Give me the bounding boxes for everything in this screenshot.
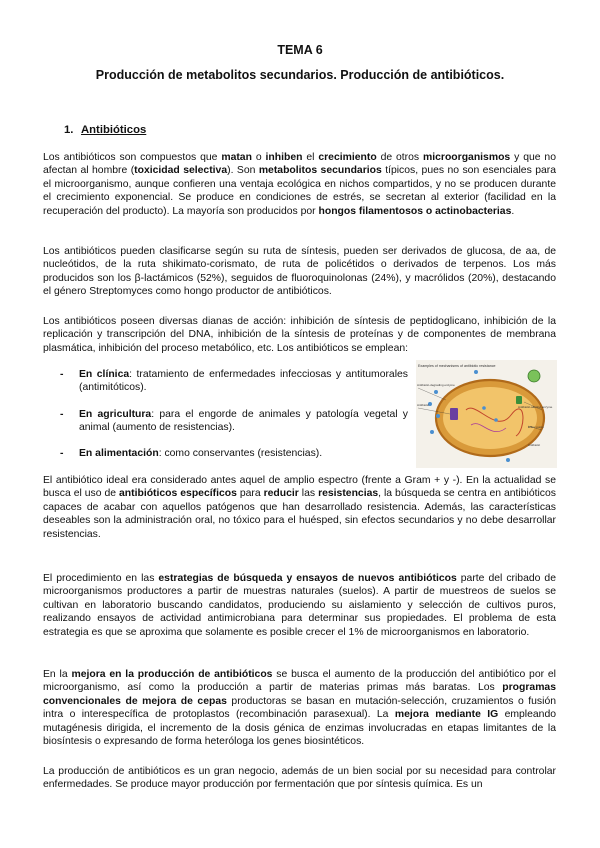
paragraph-ideal-antibiotic: El antibiótico ideal era considerado antes aquel de amplio espectro (frente a Gram + y -). En la actualidad se busca el uso de antibióticos específicos para reducir las resistencias, la búsqueda se centra en antibióticos capaces de acabar con aquellos patógenos que han desarrollado resistencia. Además, las características deseables son la administración oral, no tóxico para el huésped, sin efectos secundarios y no debe desarrollar resistencias. <box>43 475 556 540</box>
figure-caption: Examples of mechanisms of antibiotic resistance <box>418 364 496 368</box>
list-item: - En alimentación: como conservantes (resistencias). <box>60 447 408 460</box>
list-item: - En agricultura: para el engorde de animales y patología vegetal y animal (aumento de resistencias). <box>60 408 408 435</box>
page-title: TEMA 6 <box>277 43 323 57</box>
figure-label: Antibiotic <box>417 403 430 407</box>
figure-label: Antibiotic <box>528 443 541 447</box>
paragraph-classification: Los antibióticos pueden clasificarse según su ruta de síntesis, pueden ser derivados de glucosa, de aa, de nucleótidos, de la ruta shikimato-corismato, de ruta de policétidos o derivados de terpenos. Los más producidos son los β-lactámicos (52%), seguidos de fluoroquinolonas (24%), y macrólidos (20%), destacando el género Streptomyces como hongo productor de antibióticos. <box>43 246 556 298</box>
paragraph-targets: Los antibióticos poseen diversas dianas de acción: inhibición de síntesis de peptidoglicano, inhibición de la replicación y transcripción del DNA, inhibición de la síntesis de proteínas y de componentes de membrana plasmática, inhibición del proceso metabólico, etc. Los antibióticos se emplean: <box>43 316 556 354</box>
page-subtitle: Producción de metabolitos secundarios. Producción de antibióticos. <box>95 68 505 82</box>
figure-label: Antibiotic-degrading enzyme <box>417 383 455 387</box>
list-item: - En clínica: tratamiento de enfermedades infecciosas y antitumorales (antimitóticos). <box>60 368 408 395</box>
section-label: Antibióticos <box>81 124 147 136</box>
bacterium-resistance-figure <box>416 360 557 468</box>
section-heading <box>64 124 146 136</box>
paragraph-search-strategies: El procedimiento en las estrategias de búsqueda y ensayos de nuevos antibióticos parte del cribado de microorganismos productores a partir de muestras naturales (suelos). A partir de muestreos de suelos se cultivan en laboratorio buscando candidatos, produciendo su aislamiento y selección de cultivos puros, realizando ensayos de actividad antimicrobiana para determinar sus propiedades. El problema de esta estrategia es que se aproxima que solamente es posible crecer el 1% de microorganismos en laboratorio. <box>43 573 556 638</box>
paragraph-business: La producción de antibióticos es un gran negocio, además de un bien social por su necesidad para controlar enfermedades. Se produce mayor producción por fermentación que por síntesis química. Es un <box>43 766 556 791</box>
paragraph-definition: Los antibióticos son compuestos que matan o inhiben el crecimiento de otros microorganismos y que no afectan al hombre (toxicidad selectiva). Son metabolitos secundarios típicos, pues no son esenciales para el microorganismo, aunque confieren una ventaja ecológica en nichos compartidos, y no se producen durante el crecimiento exponencial. Se produce en condiciones de estrés, se secretan al exterior (facilidad en la recuperación del producto). La mayoría son producidos por hongos filamentosos o actinobacterias. <box>43 152 556 217</box>
figure-label: Efflux pump <box>528 425 544 429</box>
paragraph-production-improvement: En la mejora en la producción de antibióticos se busca el aumento de la producción del antibiótico por el microorganismo, así como la producción a partir de materias primas más baratas. Los programas convencionales de mejora de cepas productoras se basan en mutación-selección, cruzamientos o fusión intra o interespecífica de protoplastos (recombinación parasexual). La mejora mediante IG empleando mutagénesis dirigida, el incremento de la dosis génica de enzimas involucradas en etapas limitantes de la biosíntesis o expresando de forma heteróloga los genes biosintéticos. <box>43 669 556 748</box>
figure-label: Antibiotic-altering enzyme <box>518 405 553 409</box>
section-number: 1. <box>64 124 74 136</box>
